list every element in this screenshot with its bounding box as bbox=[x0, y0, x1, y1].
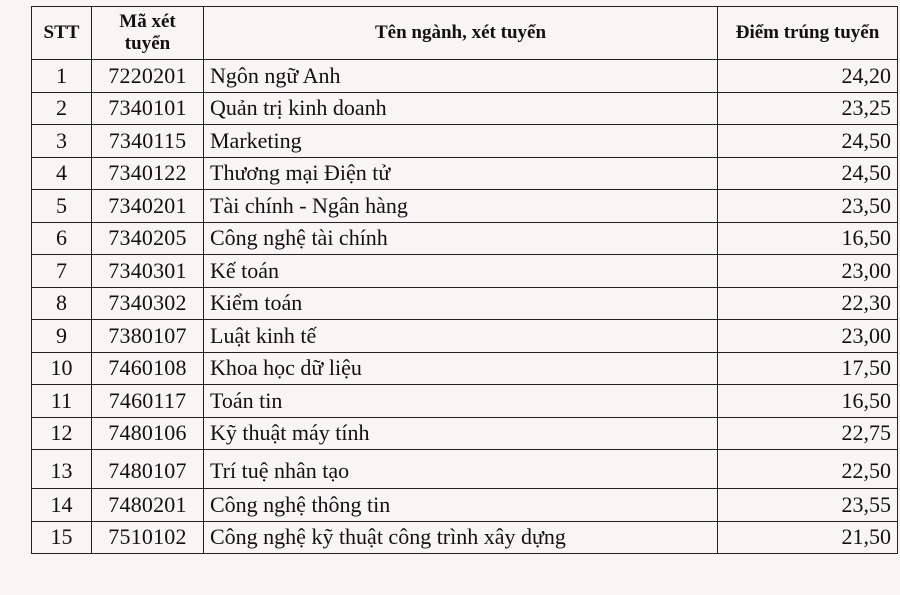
cell-code: 7340122 bbox=[92, 157, 204, 190]
table-row bbox=[32, 352, 898, 385]
cell-score: 24,20 bbox=[718, 60, 898, 93]
cell-code: 7340205 bbox=[92, 222, 204, 255]
cell-score: 23,50 bbox=[718, 190, 898, 223]
cell-score: 24,50 bbox=[718, 125, 898, 158]
cell-name: Kế toán bbox=[204, 255, 718, 288]
cell-code: 7480201 bbox=[92, 489, 204, 522]
cell-name: Ngôn ngữ Anh bbox=[204, 60, 718, 93]
cell-stt: 2 bbox=[32, 92, 92, 125]
cell-score: 22,30 bbox=[718, 287, 898, 320]
table-row bbox=[32, 92, 898, 125]
header-row bbox=[32, 7, 898, 60]
table-row bbox=[32, 450, 898, 489]
cell-name: Công nghệ thông tin bbox=[204, 489, 718, 522]
cell-score: 23,00 bbox=[718, 255, 898, 288]
cell-score: 22,50 bbox=[718, 450, 898, 489]
cell-score: 23,25 bbox=[718, 92, 898, 125]
cell-score: 16,50 bbox=[718, 222, 898, 255]
table-row bbox=[32, 320, 898, 353]
cell-stt: 8 bbox=[32, 287, 92, 320]
cell-code: 7340201 bbox=[92, 190, 204, 223]
cell-code: 7340301 bbox=[92, 255, 204, 288]
cell-stt: 10 bbox=[32, 352, 92, 385]
cell-score: 21,50 bbox=[718, 521, 898, 554]
header-name: Tên ngành, xét tuyển bbox=[204, 7, 718, 60]
table-row bbox=[32, 60, 898, 93]
cell-stt: 14 bbox=[32, 489, 92, 522]
cell-name: Công nghệ tài chính bbox=[204, 222, 718, 255]
cell-code: 7340101 bbox=[92, 92, 204, 125]
table-row bbox=[32, 157, 898, 190]
table-row bbox=[32, 125, 898, 158]
table-row bbox=[32, 222, 898, 255]
cell-stt: 6 bbox=[32, 222, 92, 255]
cell-name: Luật kinh tế bbox=[204, 320, 718, 353]
cell-name: Trí tuệ nhân tạo bbox=[204, 450, 718, 489]
header-stt: STT bbox=[32, 7, 92, 60]
cell-score: 16,50 bbox=[718, 385, 898, 418]
cell-code: 7340115 bbox=[92, 125, 204, 158]
cell-name: Công nghệ kỹ thuật công trình xây dựng bbox=[204, 521, 718, 554]
table-row bbox=[32, 190, 898, 223]
cell-stt: 4 bbox=[32, 157, 92, 190]
cell-stt: 5 bbox=[32, 190, 92, 223]
cell-name: Tài chính - Ngân hàng bbox=[204, 190, 718, 223]
cell-stt: 7 bbox=[32, 255, 92, 288]
table-row bbox=[32, 287, 898, 320]
table-row bbox=[32, 255, 898, 288]
cell-name: Kiểm toán bbox=[204, 287, 718, 320]
cell-code: 7220201 bbox=[92, 60, 204, 93]
cell-stt: 3 bbox=[32, 125, 92, 158]
cell-stt: 15 bbox=[32, 521, 92, 554]
admission-scores-table bbox=[31, 6, 898, 554]
cell-stt: 9 bbox=[32, 320, 92, 353]
cell-code: 7510102 bbox=[92, 521, 204, 554]
cell-score: 22,75 bbox=[718, 417, 898, 450]
cell-stt: 12 bbox=[32, 417, 92, 450]
cell-code: 7380107 bbox=[92, 320, 204, 353]
cell-stt: 11 bbox=[32, 385, 92, 418]
cell-name: Toán tin bbox=[204, 385, 718, 418]
table-row bbox=[32, 521, 898, 554]
cell-code: 7460108 bbox=[92, 352, 204, 385]
cell-score: 17,50 bbox=[718, 352, 898, 385]
cell-score: 23,55 bbox=[718, 489, 898, 522]
cell-score: 24,50 bbox=[718, 157, 898, 190]
cell-name: Kỹ thuật máy tính bbox=[204, 417, 718, 450]
cell-code: 7340302 bbox=[92, 287, 204, 320]
table-row bbox=[32, 417, 898, 450]
cell-stt: 13 bbox=[32, 450, 92, 489]
cell-stt: 1 bbox=[32, 60, 92, 93]
cell-code: 7460117 bbox=[92, 385, 204, 418]
header-code: Mã xét tuyển bbox=[92, 7, 204, 60]
table-row bbox=[32, 489, 898, 522]
cell-name: Thương mại Điện tử bbox=[204, 157, 718, 190]
cell-name: Khoa học dữ liệu bbox=[204, 352, 718, 385]
cell-name: Marketing bbox=[204, 125, 718, 158]
header-score: Điểm trúng tuyển bbox=[718, 7, 898, 60]
cell-name: Quản trị kinh doanh bbox=[204, 92, 718, 125]
cell-code: 7480107 bbox=[92, 450, 204, 489]
table-row bbox=[32, 385, 898, 418]
cell-code: 7480106 bbox=[92, 417, 204, 450]
cell-score: 23,00 bbox=[718, 320, 898, 353]
